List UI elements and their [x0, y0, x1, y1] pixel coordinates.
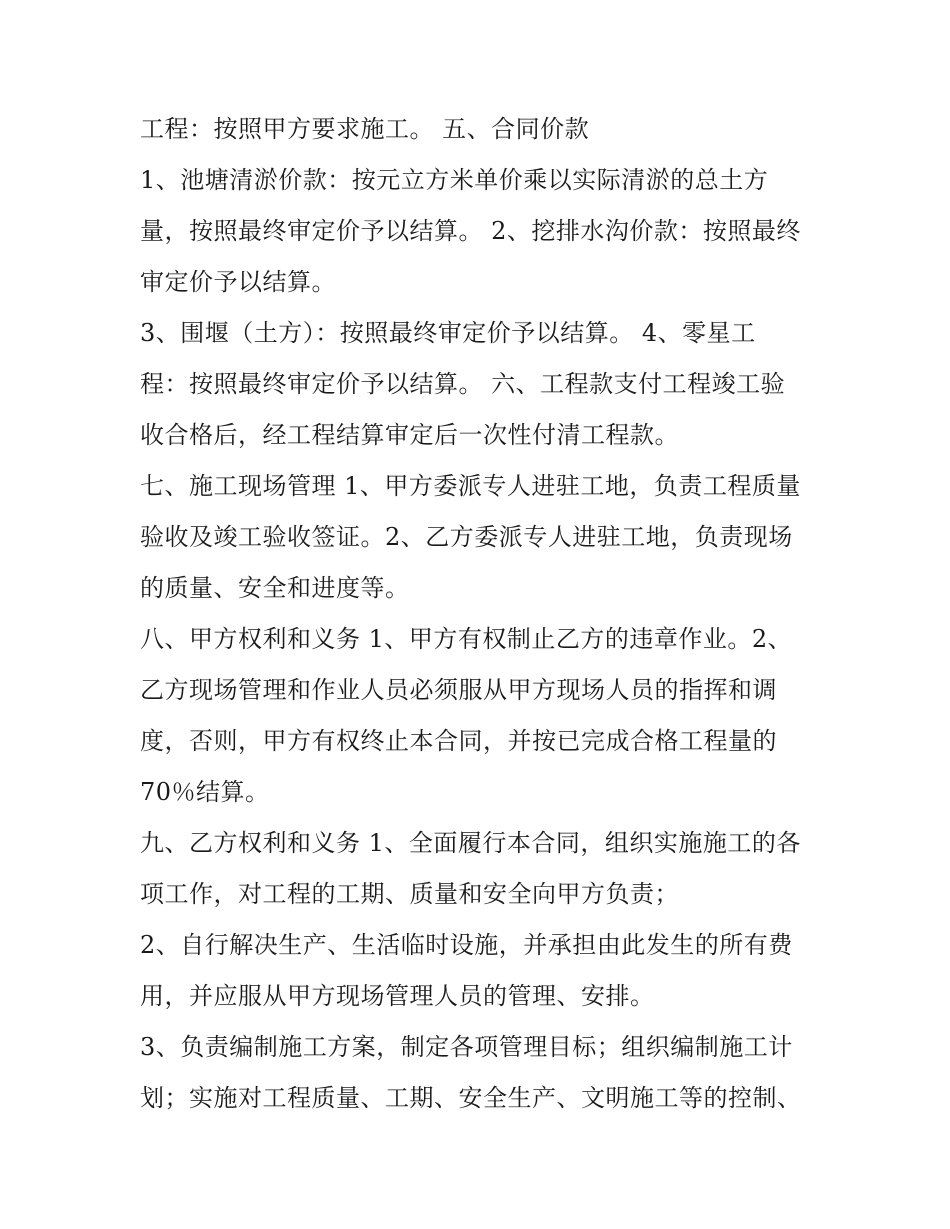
text-line: 的质量、安全和进度等。 — [140, 574, 410, 602]
paragraph-pricing-items-1-2 — [140, 155, 820, 308]
text-line: 2、自行解决生产、生活临时设施，并承担由此发生的所有费 — [140, 931, 793, 959]
paragraph-section-7-site-management — [140, 461, 820, 614]
text-line: 九、乙方权利和义务 1、全面履行本合同，组织实施施工的各 — [140, 829, 801, 857]
text-line: 验收及竣工验收签证。2、乙方委派专人进驻工地，负责现场 — [140, 523, 793, 551]
text-line: 收合格后，经工程结算审定后一次性付清工程款。 — [140, 421, 679, 449]
text-line: 工程：按照甲方要求施工。 五、合同价款 — [140, 115, 590, 143]
text-line: 1、池塘清淤价款：按元立方米单价乘以实际清淤的总土方 — [140, 166, 769, 194]
text-line: 七、施工现场管理 1、甲方委派专人进驻工地，负责工程质量 — [140, 472, 801, 500]
text-line: 划；实施对工程质量、工期、安全生产、文明施工等的控制、 — [140, 1084, 802, 1112]
paragraph-pricing-items-3-4-payment — [140, 308, 820, 461]
text-line: 70％结算。 — [140, 778, 270, 806]
paragraph-party-b-item-3 — [140, 1022, 820, 1124]
text-line: 项工作，对工程的工期、质量和安全向甲方负责； — [140, 880, 679, 908]
text-line: 3、围堰（土方）：按照最终审定价予以结算。 4、零星工 — [140, 319, 756, 347]
text-line: 程：按照最终审定价予以结算。 六、工程款支付工程竣工验 — [140, 370, 786, 398]
paragraph-party-b-item-2 — [140, 920, 820, 1022]
text-line: 八、甲方权利和义务 1、甲方有权制止乙方的违章作业。2、 — [140, 625, 793, 653]
text-line: 3、负责编制施工方案，制定各项管理目标；组织编制施工计 — [140, 1033, 793, 1061]
paragraph-section-9-party-b-rights — [140, 818, 820, 920]
text-line: 度，否则，甲方有权终止本合同，并按已完成合格工程量的 — [140, 727, 777, 755]
text-line: 量，按照最终审定价予以结算。 2、挖排水沟价款：按照最终 — [140, 217, 801, 245]
paragraph-section-8-party-a-rights — [140, 614, 820, 818]
text-line: 乙方现场管理和作业人员必须服从甲方现场人员的指挥和调 — [140, 676, 777, 704]
paragraph-section-5-heading — [140, 104, 820, 155]
text-line: 用，并应服从甲方现场管理人员的管理、安排。 — [140, 982, 655, 1010]
document-body — [140, 104, 820, 1124]
text-line: 审定价予以结算。 — [140, 268, 336, 296]
